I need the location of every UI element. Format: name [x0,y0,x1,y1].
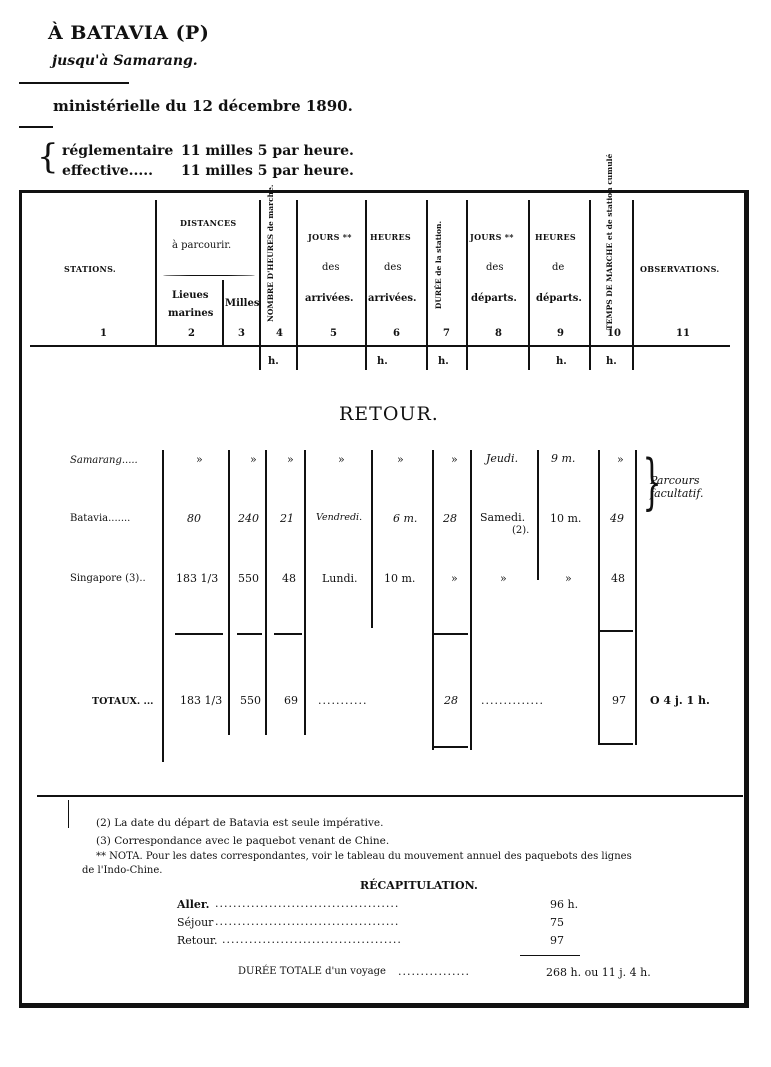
col-milles: Milles [225,298,260,309]
speed-eff-value: 11 milles 5 par heure. [181,163,354,179]
cell-lieues: 80 [187,512,201,525]
col-heures-dep-3: départs. [536,293,582,304]
col-number: 6 [393,328,400,339]
recap-sejour-value: 75 [550,916,564,929]
cell-duree: » [451,453,458,466]
col-heures-arr-1: HEURES [370,232,411,242]
body-col-line [304,450,306,735]
col-number: 8 [495,328,502,339]
station-name: Singapore (3).. [70,573,146,584]
col-sep [222,280,224,347]
col-jours-arr-2: des [322,262,340,273]
col-jours-arr-1: JOURS ** [308,232,352,242]
cell-heures: 21 [280,512,294,525]
recap-retour-label: Retour. [177,934,218,947]
cell-milles: » [250,453,257,466]
total-leader: ........... [318,694,368,707]
total-temps: 97 [612,694,626,707]
cell-heure-dep: 10 m. [550,512,582,525]
cell-duree: » [451,572,458,585]
col-temps: TEMPS DE MARCHE et de station cumulé [605,153,614,330]
speed-eff-label: effective..... [62,163,154,179]
cell-jour-arr: Lundi. [322,572,358,585]
footer-rule [37,795,743,797]
cell-jour-arr: » [338,453,345,466]
footnote: de l'Indo-Chine. [82,865,163,876]
col-number: 1 [100,328,107,339]
total-rule [600,743,633,745]
subtotal-rule [274,633,302,635]
decision-date: ministérielle du 12 décembre 1890. [53,97,353,115]
col-number: 4 [276,328,283,339]
footer-tick [68,800,69,828]
total-rule [434,746,468,748]
cell-duree: 28 [443,512,457,525]
cell-temps: 48 [611,572,625,585]
col-heures-arr-3: arrivées. [368,293,417,304]
cell-jour-dep: Jeudi. [486,452,519,465]
cell-heure-arr: 10 m. [384,572,416,585]
observation-brace: } [642,447,662,517]
cell-heures: » [287,453,294,466]
col-number: 9 [557,328,564,339]
cell-heure-arr: » [397,453,404,466]
total-heures: 69 [284,694,298,707]
recap-leader: ................ [398,965,470,978]
cell-heure-dep: » [565,572,572,585]
cell-temps: 49 [610,512,624,525]
col-heures-dep-1: HEURES [535,232,576,242]
recap-total-label: DURÉE TOTALE d'un voyage [238,966,386,977]
unit-h: h. [268,356,279,367]
col-marines: marines [168,308,214,319]
footnote: ** NOTA. Pour les dates correspondantes, voir le tableau du mouvement annuel des paquebots des lignes [96,851,632,862]
col-heures-dep-2: de [552,262,565,273]
body-col-line [598,450,600,745]
page-title: À BATAVIA (P) [48,22,210,44]
station-name: Batavia....... [70,513,131,524]
body-col-line [162,450,164,762]
cell-jour-dep: Samedi. [480,511,526,524]
body-col-line [432,450,434,750]
cell-jour-dep: » [500,572,507,585]
speed-reg-label: réglementaire [62,143,174,159]
col-lieues: Lieues [172,290,209,301]
col-number: 7 [443,328,450,339]
subtotal-rule [434,633,468,635]
cell-lieues: » [196,453,203,466]
col-number: 11 [676,328,690,339]
recap-aller-value: 96 h. [550,898,579,911]
subtotal-rule [175,633,223,635]
cell-heures: 48 [282,572,296,585]
page-subtitle: jusqu'à Samarang. [52,53,198,69]
col-nombre-heures: NOMBRE D'HEURES de marche. [266,184,275,322]
col-heures-arr-2: des [384,262,402,273]
header-rule [19,82,129,84]
recap-leader: ......................................... [215,897,400,910]
footnote: (2) La date du départ de Batavia est seule impérative. [96,817,384,829]
body-col-line [635,450,637,745]
speed-reg-value: 11 milles 5 par heure. [181,143,354,159]
totals-label: TOTAUX. ... [92,696,154,707]
col-distances: DISTANCES [180,218,237,228]
cell-heure-dep: 9 m. [551,452,576,465]
distances-brace [163,275,255,276]
station-name: Samarang..... [70,455,138,466]
cell-milles: 550 [238,572,259,585]
unit-h: h. [377,356,388,367]
section-title: RETOUR. [339,403,439,425]
speed-brace: { [37,137,59,177]
col-number: 2 [188,328,195,339]
cell-jour-dep-note: (2). [512,525,530,536]
unit-h: h. [556,356,567,367]
total-observation: O 4 j. 1 h. [650,694,710,707]
col-sep [155,200,157,347]
cell-temps: » [617,453,624,466]
total-duree: 28 [444,694,458,707]
total-lieues: 183 1/3 [180,694,223,707]
col-a-parcourir: à parcourir. [172,240,232,251]
body-col-line [228,450,230,735]
recap-total-value: 268 h. ou 11 j. 4 h. [546,966,651,979]
col-jours-dep-3: départs. [471,293,517,304]
header-bottom-rule [30,345,730,347]
subtotal-rule [600,630,633,632]
col-jours-arr-3: arrivées. [305,293,354,304]
col-number: 5 [330,328,337,339]
body-col-line [537,450,539,580]
col-number: 10 [607,328,621,339]
header-rule-short [19,126,53,128]
body-col-line [265,450,267,735]
recap-leader: ......................................... [215,915,400,928]
col-jours-dep-2: des [486,262,504,273]
cell-milles: 240 [238,512,259,525]
cell-jour-arr: Vendredi. [316,512,363,523]
footnote: (3) Correspondance avec le paquebot venant de Chine. [96,835,390,847]
col-stations: STATIONS. [64,264,117,274]
total-leader: .............. [481,694,544,707]
cell-lieues: 183 1/3 [176,572,219,585]
recap-retour-value: 97 [550,934,564,947]
recap-title: RÉCAPITULATION. [360,879,478,892]
cell-heure-arr: 6 m. [393,512,418,525]
unit-h: h. [438,356,449,367]
recap-rule [520,955,580,956]
recap-sejour-label: Séjour [177,916,214,929]
unit-h: h. [606,356,617,367]
recap-leader: ........................................ [222,933,402,946]
total-milles: 550 [240,694,261,707]
col-observations: OBSERVATIONS. [640,264,720,274]
col-jours-dep-1: JOURS ** [470,232,514,242]
body-col-line [470,450,472,750]
recap-aller-label: Aller. [177,898,210,911]
observation-note: Parcours facultatif. [650,474,704,500]
body-col-line [371,450,373,628]
col-duree: DURÉE de la station. [434,220,443,310]
subtotal-rule [237,633,262,635]
col-number: 3 [238,328,245,339]
